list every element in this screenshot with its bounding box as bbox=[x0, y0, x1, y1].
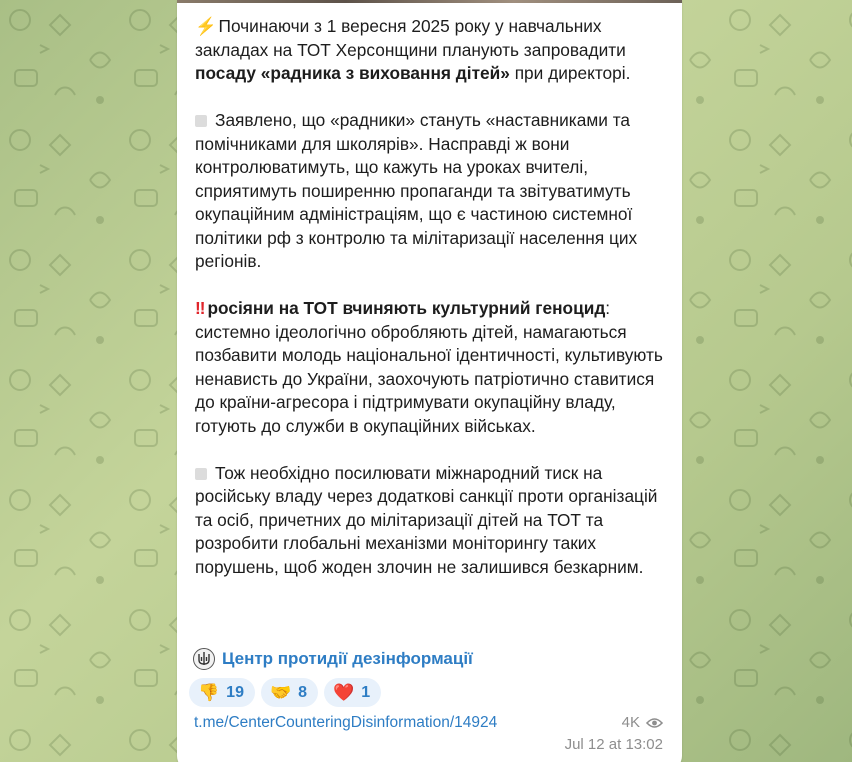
reaction-count: 1 bbox=[361, 683, 371, 701]
paragraph-2: Заявлено, що «радники» стануть «наставниками та помічниками для школярів». Насправді ж вони контролюватимуть, що кажуть на уроках вчителі, сприятимуть поширенню пропаганди та звітуватимуть окупаційним адміністраціям, що є частиною системної політики рф з контролю та мілітаризації населення цих регіонів. bbox=[195, 110, 638, 271]
double-exclamation-icon: ‼ bbox=[195, 298, 203, 318]
paragraph-3: ‼ росіяни на ТОТ вчиняють культурний геноцид: системно ідеологічно обробляють дітей, намагаються позбавити молодь національної ідентичності, культивують ненависть до України, заохочують патріотично ставитися до країни-агресора і підтримувати окупаційну владу, готують до служби в окупаційних військах. bbox=[195, 298, 663, 436]
forward-source[interactable] bbox=[193, 645, 473, 673]
lightning-icon: ⚡ bbox=[195, 16, 217, 36]
trident-icon bbox=[193, 648, 215, 670]
reaction-thumbs-down[interactable] bbox=[189, 678, 255, 707]
thumbs-down-icon: 👎 bbox=[198, 682, 220, 702]
eye-icon bbox=[646, 717, 663, 729]
reaction-heart[interactable] bbox=[324, 678, 381, 707]
views-count: 4K bbox=[621, 714, 640, 731]
reaction-count: 19 bbox=[226, 683, 244, 701]
reaction-count: 8 bbox=[298, 683, 308, 701]
image-bottom-edge bbox=[177, 0, 682, 3]
paragraph-4: Тож необхідно посилювати міжнародний тиск на російську владу через додаткові санкції проти організацій та осіб, причетних до мілітаризації дітей на ТОТ та розробити глобальні механізми моніторингу таких порушень, щоб жоден злочин не залишився безкарним. bbox=[195, 462, 658, 577]
message-timestamp: Jul 12 at 13:02 bbox=[564, 736, 663, 753]
message-text bbox=[195, 15, 670, 579]
view-counter bbox=[622, 714, 663, 731]
heart-icon: ❤️ bbox=[333, 682, 355, 702]
reaction-handshake[interactable] bbox=[261, 678, 318, 707]
message-bubble bbox=[177, 0, 682, 762]
square-bullet-icon bbox=[195, 468, 207, 480]
handshake-icon: 🤝 bbox=[269, 682, 292, 702]
paragraph-1: ⚡ Починаючи з 1 вересня 2025 року у навчальних закладах на ТОТ Херсонщини планують запровадити посаду «радника з виховання дітей» при директорі. bbox=[195, 16, 631, 83]
source-name[interactable]: Центр протидії дезінформації bbox=[222, 649, 473, 668]
reactions-bar bbox=[189, 678, 381, 707]
square-bullet-icon bbox=[195, 115, 207, 127]
post-link[interactable]: t.me/CenterCounteringDisinformation/14924 bbox=[194, 714, 498, 731]
